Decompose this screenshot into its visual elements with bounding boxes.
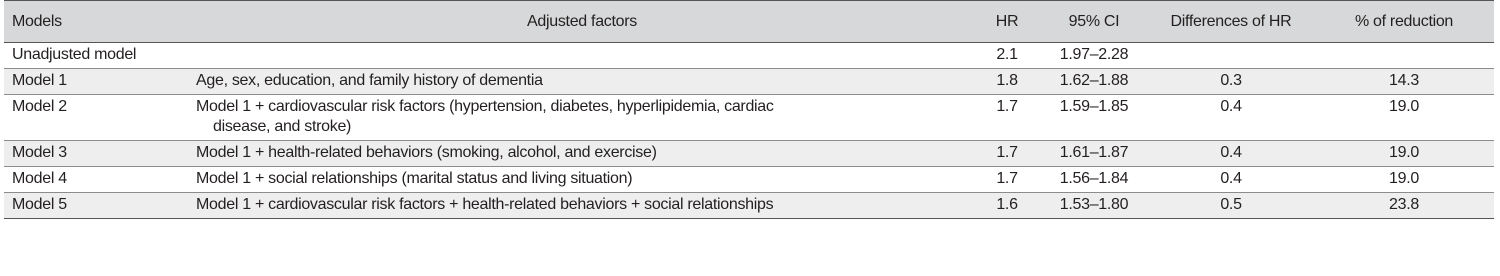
adjusted-factors-text: Age, sex, education, and family history of dementia xyxy=(196,72,543,89)
adjusted-factors xyxy=(190,141,974,167)
header-hr: HR xyxy=(995,12,1019,30)
adjusted-factors-text: Model 1 + cardiovascular risk factors (hypertension, diabetes, hyperlipidemia, cardiac xyxy=(196,98,774,115)
table-row xyxy=(4,69,1494,95)
hr-difference: 0.4 xyxy=(1220,170,1242,187)
table-row xyxy=(4,141,1494,167)
reduction-percent: 14.3 xyxy=(1389,72,1419,89)
hr-value: 2.1 xyxy=(996,46,1018,63)
model-name: Model 5 xyxy=(12,196,67,213)
adjusted-factors xyxy=(190,69,974,95)
table-row xyxy=(4,167,1494,193)
hr-difference: 0.5 xyxy=(1220,196,1242,213)
ci-value: 1.62–1.88 xyxy=(1059,72,1129,89)
hr-difference xyxy=(1148,43,1314,69)
hr-difference: 0.3 xyxy=(1220,72,1242,89)
header-models: Models xyxy=(12,12,62,30)
reduction-percent: 19.0 xyxy=(1389,98,1419,115)
table-body xyxy=(4,43,1494,219)
ci-value: 1.61–1.87 xyxy=(1059,144,1129,161)
hr-value: 1.7 xyxy=(996,144,1018,161)
model-name: Model 2 xyxy=(12,98,67,115)
header-ci: 95% CI xyxy=(1068,12,1120,30)
model-name: Model 4 xyxy=(12,170,67,187)
hr-difference: 0.4 xyxy=(1220,144,1242,161)
hr-value: 1.7 xyxy=(996,170,1018,187)
hr-value: 1.6 xyxy=(996,196,1018,213)
table-row xyxy=(4,95,1494,141)
adjusted-factors xyxy=(190,95,974,141)
hr-difference: 0.4 xyxy=(1220,98,1242,115)
reduction-percent: 19.0 xyxy=(1389,170,1419,187)
table-row xyxy=(4,43,1494,69)
hazard-ratio-table xyxy=(4,0,1494,219)
adjusted-factors-text: Model 1 + health-related behaviors (smoking, alcohol, and exercise) xyxy=(196,144,657,161)
model-name: Model 1 xyxy=(12,72,67,89)
header-adjusted-factors: Adjusted factors xyxy=(527,12,637,30)
header-differences-of-hr: Differences of HR xyxy=(1170,12,1292,30)
adjusted-factors-text: Model 1 + cardiovascular risk factors + health-related behaviors + social relationships xyxy=(196,196,774,213)
reduction-percent: 19.0 xyxy=(1389,144,1419,161)
header-percent-reduction: % of reduction xyxy=(1354,12,1454,30)
reduction-percent xyxy=(1314,43,1494,69)
table-row xyxy=(4,193,1494,219)
model-name: Unadjusted model xyxy=(12,46,137,63)
ci-value: 1.53–1.80 xyxy=(1059,196,1129,213)
ci-value: 1.97–2.28 xyxy=(1059,46,1129,63)
ci-value: 1.59–1.85 xyxy=(1059,98,1129,115)
model-name: Model 3 xyxy=(12,144,67,161)
reduction-percent: 23.8 xyxy=(1389,196,1419,213)
table-header xyxy=(4,1,1494,43)
ci-value: 1.56–1.84 xyxy=(1059,170,1129,187)
adjusted-factors-text-continued: disease, and stroke) xyxy=(213,118,352,135)
header-row xyxy=(4,1,1494,43)
adjusted-factors xyxy=(190,167,974,193)
hr-value: 1.8 xyxy=(996,72,1018,89)
adjusted-factors xyxy=(190,193,974,219)
adjusted-factors xyxy=(190,43,974,69)
adjusted-factors-text: Model 1 + social relationships (marital status and living situation) xyxy=(196,170,633,187)
hr-value: 1.7 xyxy=(996,98,1018,115)
